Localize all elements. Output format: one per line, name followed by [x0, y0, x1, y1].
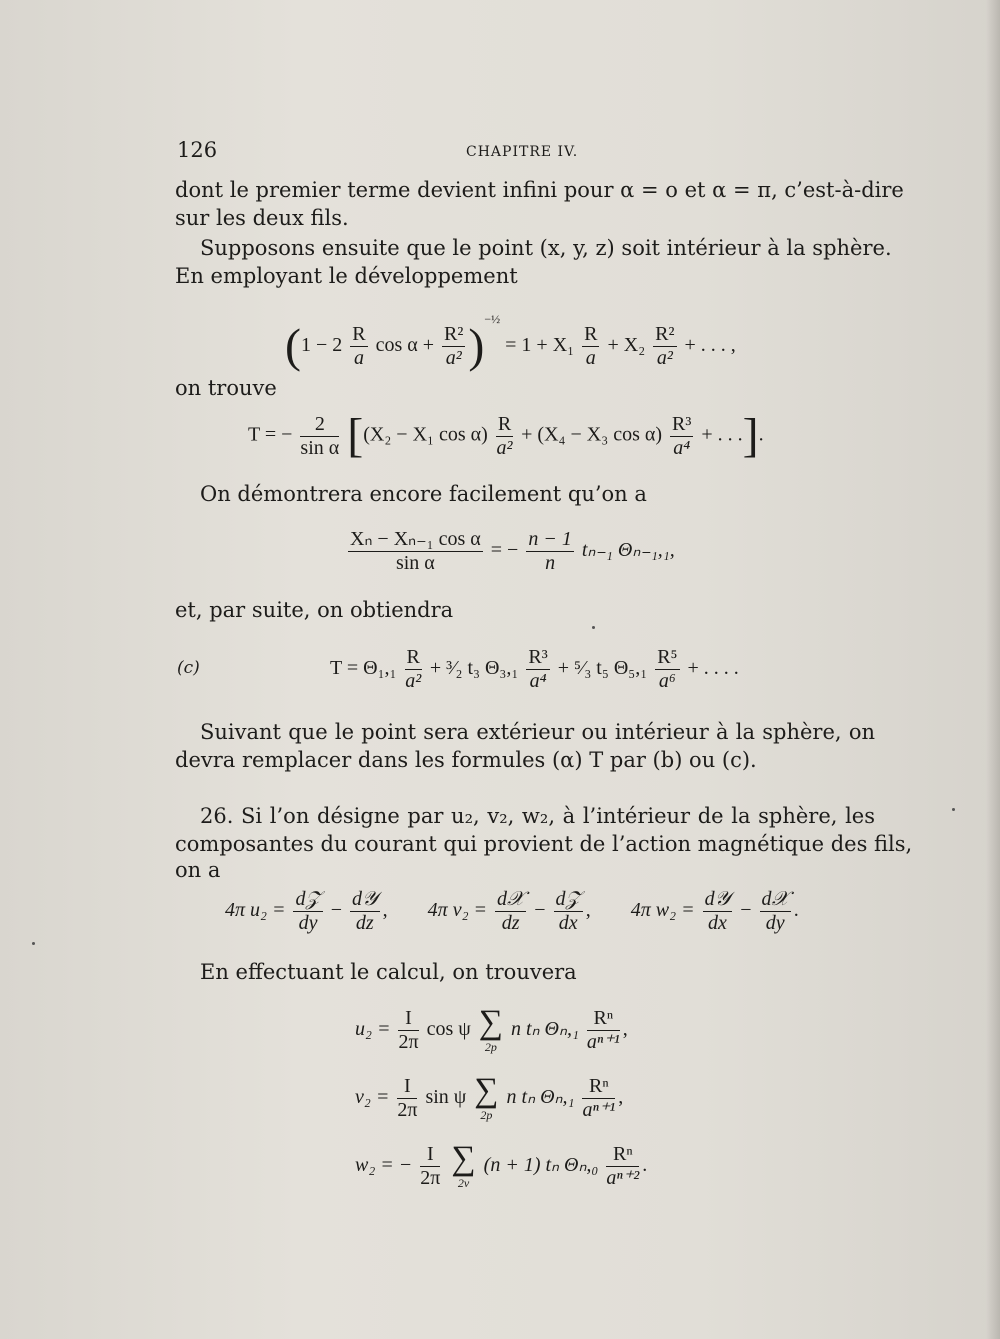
text-line: Suivant que le point sera extérieur ou intérieur à la sphère, on: [200, 720, 875, 744]
running-head: CHAPITRE IV.: [466, 144, 579, 160]
text-line: 26. Si l’on désigne par u₂, v₂, w₂, à l’intérieur de la sphère, les: [200, 804, 875, 828]
equation-T-interior: T = − $\frac{2}{\text{sin α}}$ [(X₂ − X₁ cos α) $\frac{R}{\text{a²}}$ + (X₄ − X₃ cos α) $\frac{\text{R³}}{\text{a⁴}}$ + . . .].: [248, 409, 764, 462]
equation-c: T = Θ₁,₁ $\frac{R}{\text{a²}}$ + ³⁄₂ t₃ Θ₃,₁ $\frac{\text{R³}}{\text{a⁴}}$ + ⁵⁄₃ t₅ Θ₅,₁ $\frac{\text{R⁵}}{\text{a⁶}}$ + . . . .: [330, 646, 739, 692]
page-edge-shadow: [986, 0, 1000, 1339]
page-number: 126: [177, 138, 218, 162]
text-line: on a: [175, 858, 221, 882]
text-line: Supposons ensuite que le point (x, y, z) soit intérieur à la sphère.: [200, 236, 892, 260]
text-line: sur les deux fils.: [175, 206, 349, 230]
text-line: composantes du courant qui provient de l’action magnétique des fils,: [175, 832, 913, 856]
equation-curl: 4π u₂ = $\frac{\text{d𝒵}}{dy}$ − $\frac{\text{d𝒴}}{dz}$ , 4π v₂ = $\frac{\text{d𝒳}}{dz}$ − $\frac{\text{d𝒵}}{dx}$ , 4π w₂ = $\frac{\text{d𝒴}}{dx}$ − $\frac{\text{d𝒳}}{dy}$ .: [225, 888, 799, 934]
text-line: devra remplacer dans les formules (α) T par (b) ou (c).: [175, 748, 757, 772]
equation-label: (c): [177, 658, 200, 678]
text-line: On démontrera encore facilement qu’on a: [200, 482, 647, 506]
text-line: et, par suite, on obtiendra: [175, 598, 454, 622]
text-line: dont le premier terme devient infini pour α = o et α = π, c’est-à-dire: [175, 178, 904, 202]
text-line: En effectuant le calcul, on trouvera: [200, 960, 577, 984]
text-line: on trouve: [175, 376, 277, 400]
equation-development: (1 − 2 $\frac{R}{a}$ cos α + $\frac{\text{R²}}{\text{a²}}$ )$^{-\frac{1}{2}}$ = 1 + X₁ $\frac{R}{a}$ + X₂ $\frac{\text{R²}}{\text{a²}}$ + . . . ,: [285, 312, 736, 373]
equation-X-relation: $\frac{\text{Xₙ − Xₙ₋₁ cos α}}{\text{sin α}}$ = − $\frac{n - 1}{n}$ tₙ₋₁ Θₙ₋₁,₁,: [350, 528, 675, 574]
equation-v2: v₂ = $\frac{I}{2\pi}$ sin ψ ∑ 2p n tₙ Θₙ,₁ $\frac{\text{Rⁿ}}{\text{aⁿ⁺¹}}$ ,: [355, 1072, 624, 1122]
text-line: En employant le développement: [175, 264, 518, 288]
equation-w2: w₂ = − $\frac{I}{2\pi}$ ∑ 2v (n + 1) tₙ Θₙ,₀ $\frac{\text{Rⁿ}}{\text{aⁿ⁺²}}$ .: [355, 1140, 648, 1190]
ink-speck: [32, 942, 35, 945]
ink-speck: [592, 626, 595, 629]
ink-speck: [952, 808, 955, 811]
equation-u2: u₂ = $\frac{I}{2\pi}$ cos ψ ∑ 2p n tₙ Θₙ,₁ $\frac{\text{Rⁿ}}{\text{aⁿ⁺¹}}$ ,: [355, 1004, 628, 1054]
